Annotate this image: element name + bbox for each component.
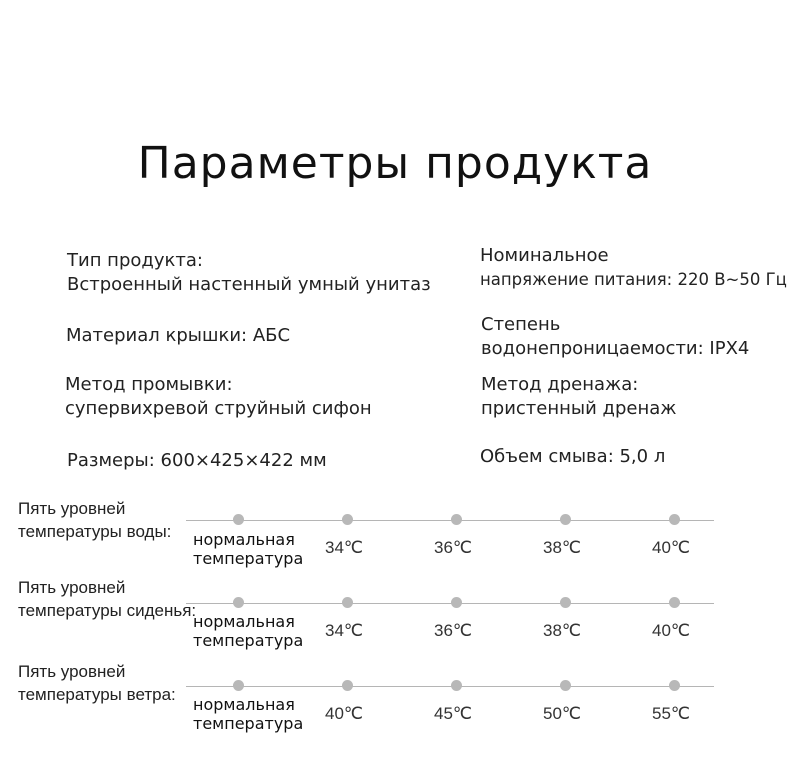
water-temperature-dot-2 — [342, 514, 353, 525]
spec-flush-volume-text: Объем смыва: 5,0 л — [480, 446, 666, 467]
air-temperature-label — [18, 660, 176, 706]
spec-waterproof-label: Степень — [481, 314, 561, 335]
spec-drain-method-value: пристенный дренаж — [481, 398, 677, 419]
seat-temperature-label — [18, 576, 196, 622]
seat-temperature-dot-5 — [669, 597, 680, 608]
spec-voltage-label: Номинальное — [480, 245, 609, 266]
water-temperature-dot-3 — [451, 514, 462, 525]
air-temperature-label-line2: температуры ветра: — [18, 685, 176, 704]
water-temperature-dot-1 — [233, 514, 244, 525]
spec-lid-material — [66, 324, 290, 348]
spec-product-type — [67, 249, 431, 297]
air-temperature-level-4: 50℃ — [543, 704, 582, 723]
air-temperature-dot-1 — [233, 680, 244, 691]
water-temperature-level-2: 34℃ — [325, 538, 364, 557]
air-temperature-level-3: 45℃ — [434, 704, 473, 723]
spec-waterproof-value: водонепроницаемости: IPX4 — [481, 338, 750, 359]
spec-product-type-label: Тип продукта: — [67, 250, 203, 271]
air-temperature-dot-3 — [451, 680, 462, 691]
seat-temperature-level-5: 40℃ — [652, 621, 691, 640]
spec-voltage — [480, 244, 787, 292]
air-temperature-label-line1: Пять уровней — [18, 662, 126, 681]
page-title: Параметры продукта — [137, 138, 653, 189]
seat-temperature-level-2: 34℃ — [325, 621, 364, 640]
water-temperature-label-line1: Пять уровней — [18, 499, 126, 518]
water-temperature-normal-line2: температура — [193, 549, 304, 568]
seat-temperature-level-3: 36℃ — [434, 621, 473, 640]
spec-drain-method-label: Метод дренажа: — [481, 374, 639, 395]
water-temperature-level-3: 36℃ — [434, 538, 473, 557]
air-temperature-normal — [193, 695, 303, 733]
air-temperature-dot-4 — [560, 680, 571, 691]
spec-voltage-value: напряжение питания: 220 В~50 Гц — [480, 270, 787, 289]
air-temperature-normal-line2: температура — [193, 714, 304, 733]
seat-temperature-dot-1 — [233, 597, 244, 608]
spec-flush-method-value: супервихревой струйный сифон — [65, 398, 372, 419]
spec-drain-method — [481, 373, 676, 421]
air-temperature-normal-line1: нормальная — [193, 695, 295, 714]
seat-temperature-label-line2: температуры сиденья: — [18, 601, 197, 620]
spec-flush-method — [65, 373, 372, 421]
seat-temperature-normal-line1: нормальная — [193, 612, 295, 631]
air-temperature-track — [186, 686, 714, 687]
water-temperature-level-5: 40℃ — [652, 538, 691, 557]
air-temperature-level-5: 55℃ — [652, 704, 691, 723]
water-temperature-dot-5 — [669, 514, 680, 525]
seat-temperature-dot-3 — [451, 597, 462, 608]
water-temperature-label-line2: температуры воды: — [18, 522, 172, 541]
seat-temperature-dot-2 — [342, 597, 353, 608]
water-temperature-track — [186, 520, 714, 521]
seat-temperature-normal — [193, 612, 303, 650]
water-temperature-dot-4 — [560, 514, 571, 525]
spec-dimensions-text: Размеры: 600×425×422 мм — [67, 450, 327, 471]
seat-temperature-level-4: 38℃ — [543, 621, 582, 640]
water-temperature-normal — [193, 530, 303, 568]
seat-temperature-label-line1: Пять уровней — [18, 578, 126, 597]
spec-flush-volume — [480, 445, 665, 469]
seat-temperature-track — [186, 603, 714, 604]
air-temperature-dot-5 — [669, 680, 680, 691]
spec-waterproof — [481, 313, 749, 361]
air-temperature-level-2: 40℃ — [325, 704, 364, 723]
seat-temperature-normal-line2: температура — [193, 631, 304, 650]
spec-product-type-value: Встроенный настенный умный унитаз — [67, 274, 431, 295]
water-temperature-level-4: 38℃ — [543, 538, 582, 557]
water-temperature-label — [18, 497, 171, 543]
spec-flush-method-label: Метод промывки: — [65, 374, 233, 395]
spec-lid-material-text: Материал крышки: АБС — [66, 325, 291, 346]
seat-temperature-dot-4 — [560, 597, 571, 608]
water-temperature-normal-line1: нормальная — [193, 530, 295, 549]
spec-dimensions — [67, 449, 327, 473]
air-temperature-dot-2 — [342, 680, 353, 691]
